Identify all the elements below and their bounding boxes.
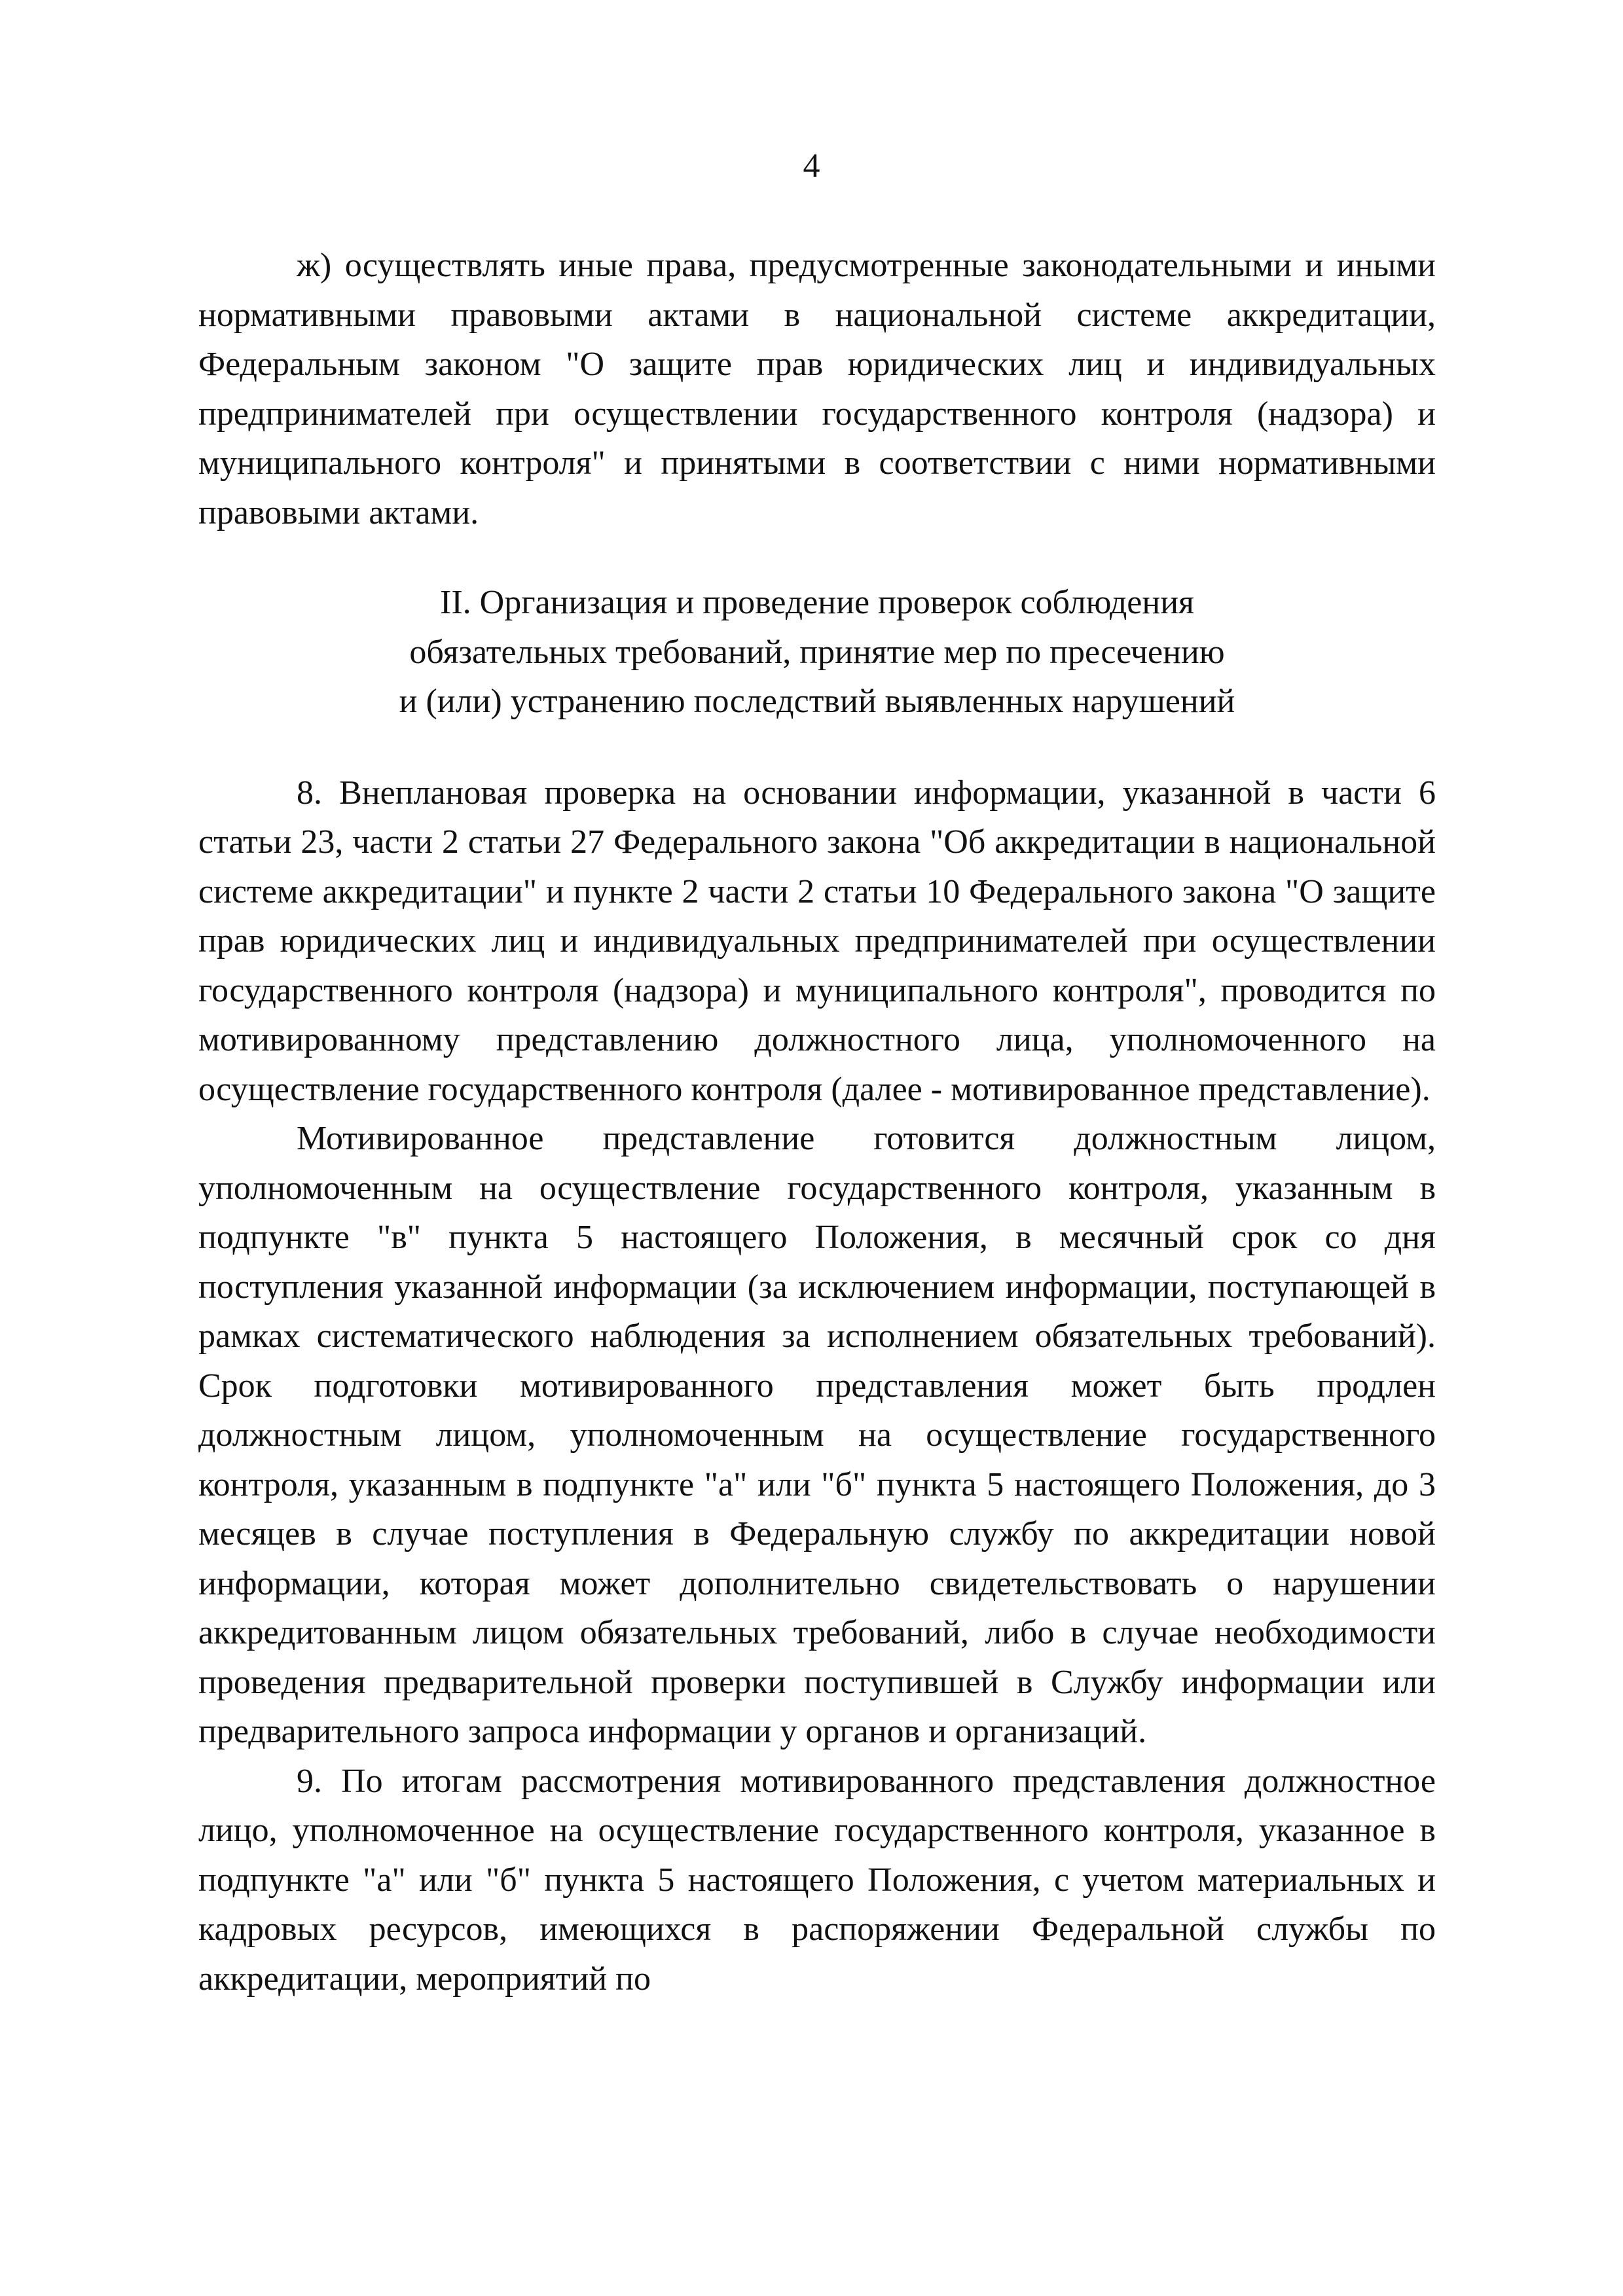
document-body bbox=[198, 241, 1436, 2003]
section-heading bbox=[198, 578, 1436, 726]
section-heading-line-1: II. Организация и проведение проверок соблюдения bbox=[440, 584, 1194, 621]
section-heading-line-2: обязательных требований, принятие мер по пресечению bbox=[409, 633, 1225, 671]
paragraph-8: 8. Внеплановая проверка на основании информации, указанной в части 6 статьи 23, части 2 статьи 27 Федерального закона "Об аккредитации в национальной системе аккредитации" и пункте 2 части 2 статьи 10 Федерального закона "О защите прав юридических лиц и индивидуальных предпринимателей при осуществлении государственного контроля (надзора) и муниципального контроля", проводится по мотивированному представлению должностного лица, уполномоченного на осуществление государственного контроля (далее - мотивированное представление). bbox=[198, 774, 1436, 1108]
paragraph-8-continuation: Мотивированное представление готовится должностным лицом, уполномоченным на осуществление государственного контроля, указанным в подпункте "в" пункта 5 настоящего Положения, в месячный срок со дня поступления указанной информации (за исключением информации, поступающей в рамках систематического наблюдения за исполнением обязательных требований). Срок подготовки мотивированного представления может быть продлен должностным лицом, уполномоченным на осуществление государственного контроля, указанным в подпункте "а" или "б" пункта 5 настоящего Положения, до 3 месяцев в случае поступления в Федеральную службу по аккредитации новой информации, которая может дополнительно свидетельствовать о нарушении аккредитованным лицом обязательных требований, либо в случае необходимости проведения предварительной проверки поступившей в Службу информации или предварительного запроса информации у органов и организаций. bbox=[198, 1120, 1436, 1750]
page-number: 4 bbox=[803, 147, 820, 185]
paragraph-zh: ж) осуществлять иные права, предусмотренные законодательными и иными нормативными правовыми актами в национальной системе аккредитации, Федеральным законом "О защите прав юридических лиц и индивидуальных предпринимателей при осуществлении государственного контроля (надзора) и муниципального контроля" и принятыми в соответствии с ними нормативными правовыми актами. bbox=[198, 247, 1436, 531]
paragraph-9: 9. По итогам рассмотрения мотивированного представления должностное лицо, уполномоченное на осуществление государственного контроля, указанное в подпункте "а" или "б" пункта 5 настоящего Положения, с учетом материальных и кадровых ресурсов, имеющихся в распоряжении Федеральной службы по аккредитации, мероприятий по bbox=[198, 1762, 1436, 1998]
section-heading-line-3: и (или) устранению последствий выявленных нарушений bbox=[399, 683, 1235, 720]
